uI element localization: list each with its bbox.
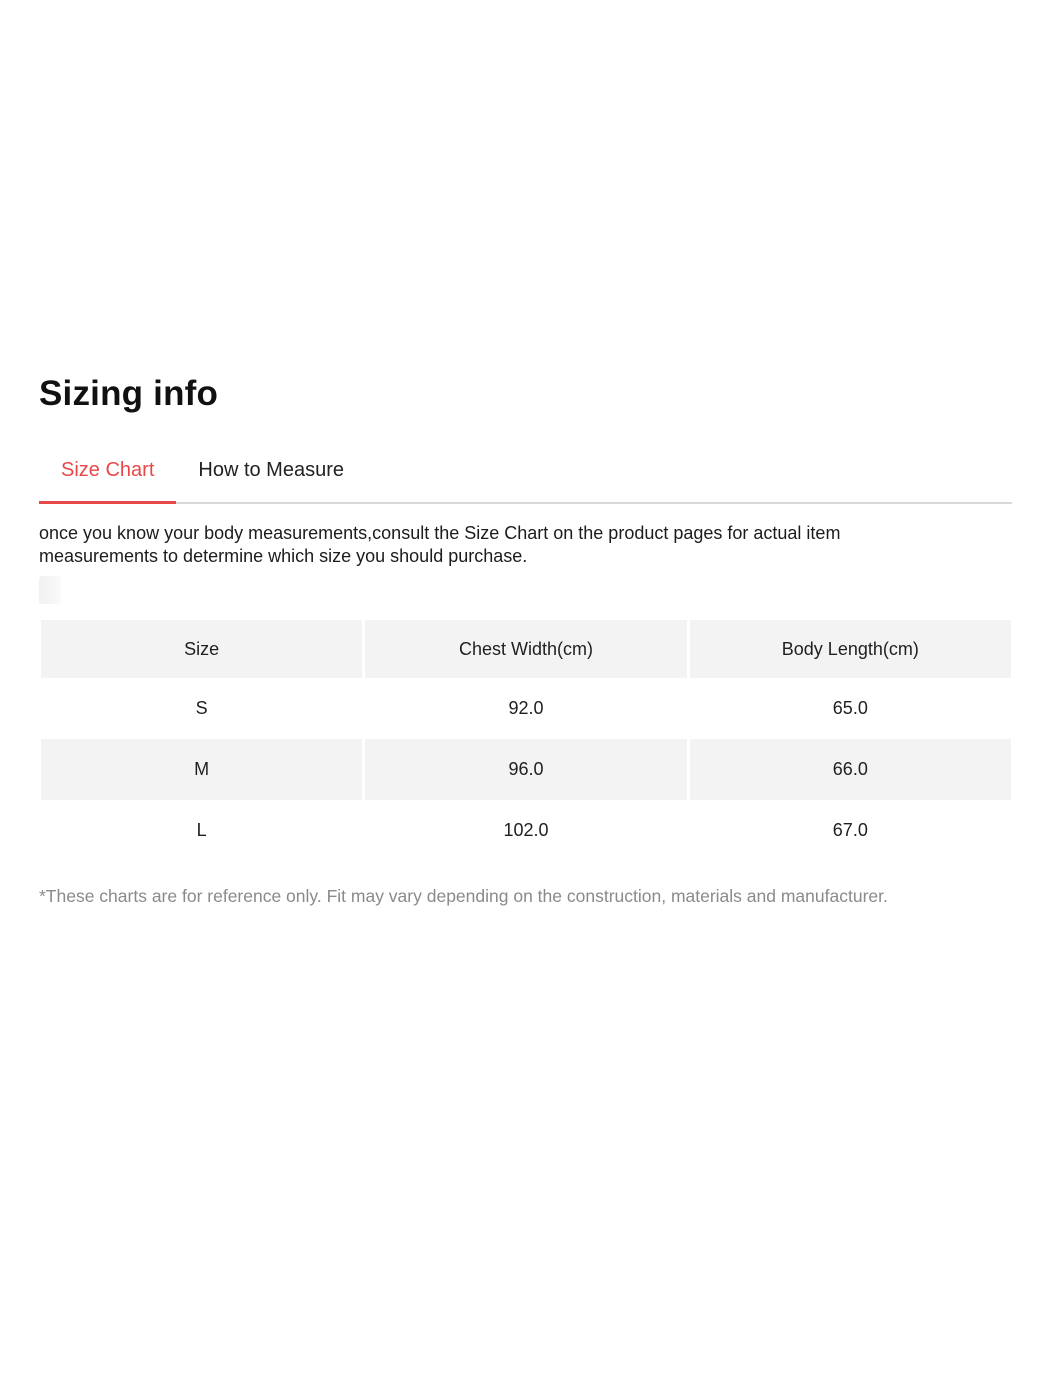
chest-width-cell: 96.0 bbox=[365, 739, 686, 800]
table-row bbox=[41, 739, 1011, 800]
tab-bar bbox=[39, 452, 1012, 504]
body-length-cell: 66.0 bbox=[690, 739, 1011, 800]
chest-width-cell: 92.0 bbox=[508, 698, 544, 718]
tab-how-to-measure[interactable]: How to Measure bbox=[198, 459, 344, 481]
chest-width-cell: 102.0 bbox=[503, 820, 549, 840]
table-row bbox=[41, 800, 1011, 861]
table-row bbox=[41, 678, 1011, 739]
column-header-body-length: Body Length(cm) bbox=[690, 620, 1011, 678]
size-cell: L bbox=[196, 820, 207, 840]
image-placeholder bbox=[39, 576, 61, 604]
body-length-cell: 65.0 bbox=[832, 698, 868, 718]
table-header-row bbox=[41, 620, 1011, 678]
reference-footnote: *These charts are for reference only. Fit may vary depending on the construction, materials and manufacturer. bbox=[39, 886, 888, 906]
body-length-cell: 67.0 bbox=[832, 820, 868, 840]
size-cell: M bbox=[41, 739, 362, 800]
tab-size-chart[interactable]: Size Chart bbox=[39, 452, 176, 493]
size-chart-table bbox=[38, 620, 1014, 861]
page-title: Sizing info bbox=[39, 374, 219, 413]
size-cell: S bbox=[195, 698, 208, 718]
intro-text: once you know your body measurements,consult the Size Chart on the product pages for actual item measurements to determine which size you should purchase. bbox=[39, 523, 841, 566]
column-header-size: Size bbox=[41, 620, 362, 678]
sizing-info-panel bbox=[39, 372, 1012, 908]
column-header-chest-width: Chest Width(cm) bbox=[365, 620, 686, 678]
